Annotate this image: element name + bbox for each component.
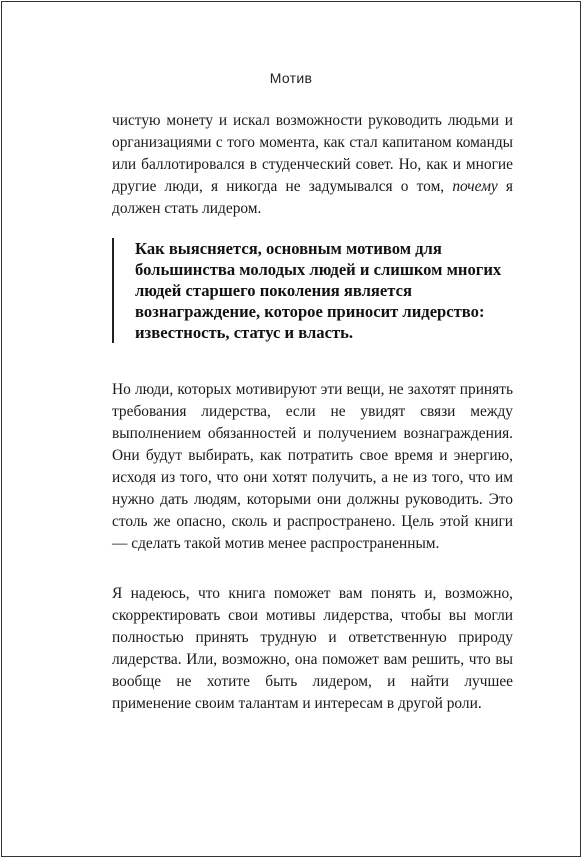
paragraph-1-text-start: чистую монету и искал возможности руководить людьми и организациями с того момента, как стал капитаном команды или баллотировался в студенческий совет. Но, как и многие другие люди, я никогда не задумывался о том, — [112, 112, 513, 195]
book-page — [1, 1, 581, 857]
paragraph-3: Я надеюсь, что книга поможет вам понять и, возможно, скорректировать свои мотивы лидерства, чтобы вы могли полностью принять трудную и ответственную природу лидерства. Или, возможно, она поможет вам решить, что вы вообще не хотите быть лидером, и найти лучшее применение своим талантам и интересам в другой роли. — [112, 585, 513, 712]
paragraph-2: Но люди, которых мотивируют эти вещи, не захотят принять требования лидерства, если не увидят связи между выполнением обязанностей и получением вознаграждения. Они будут выбирать, как потратить свое время и энергию, исходя из того, что они хотят получить, а не из того, что им нужно дать людям, которыми они должны руководить. Это столь же опасно, сколь и распространено. Цель этой книги — сделать такой мотив менее распространенным. — [112, 381, 513, 552]
paragraph-1 — [112, 110, 513, 220]
paragraph-1-text-end: я должен стать лидером. — [112, 178, 513, 217]
paragraph-1-italic-word: почему — [452, 178, 498, 195]
running-title: Мотив — [269, 70, 313, 86]
pull-quote-text: Как выясняется, основным мотивом для большинства молодых людей и слишком многих людей старшего поколения является вознаграждение, которое приносит лидерство: известность, статус и власть. — [135, 239, 502, 342]
pull-quote — [112, 238, 502, 343]
